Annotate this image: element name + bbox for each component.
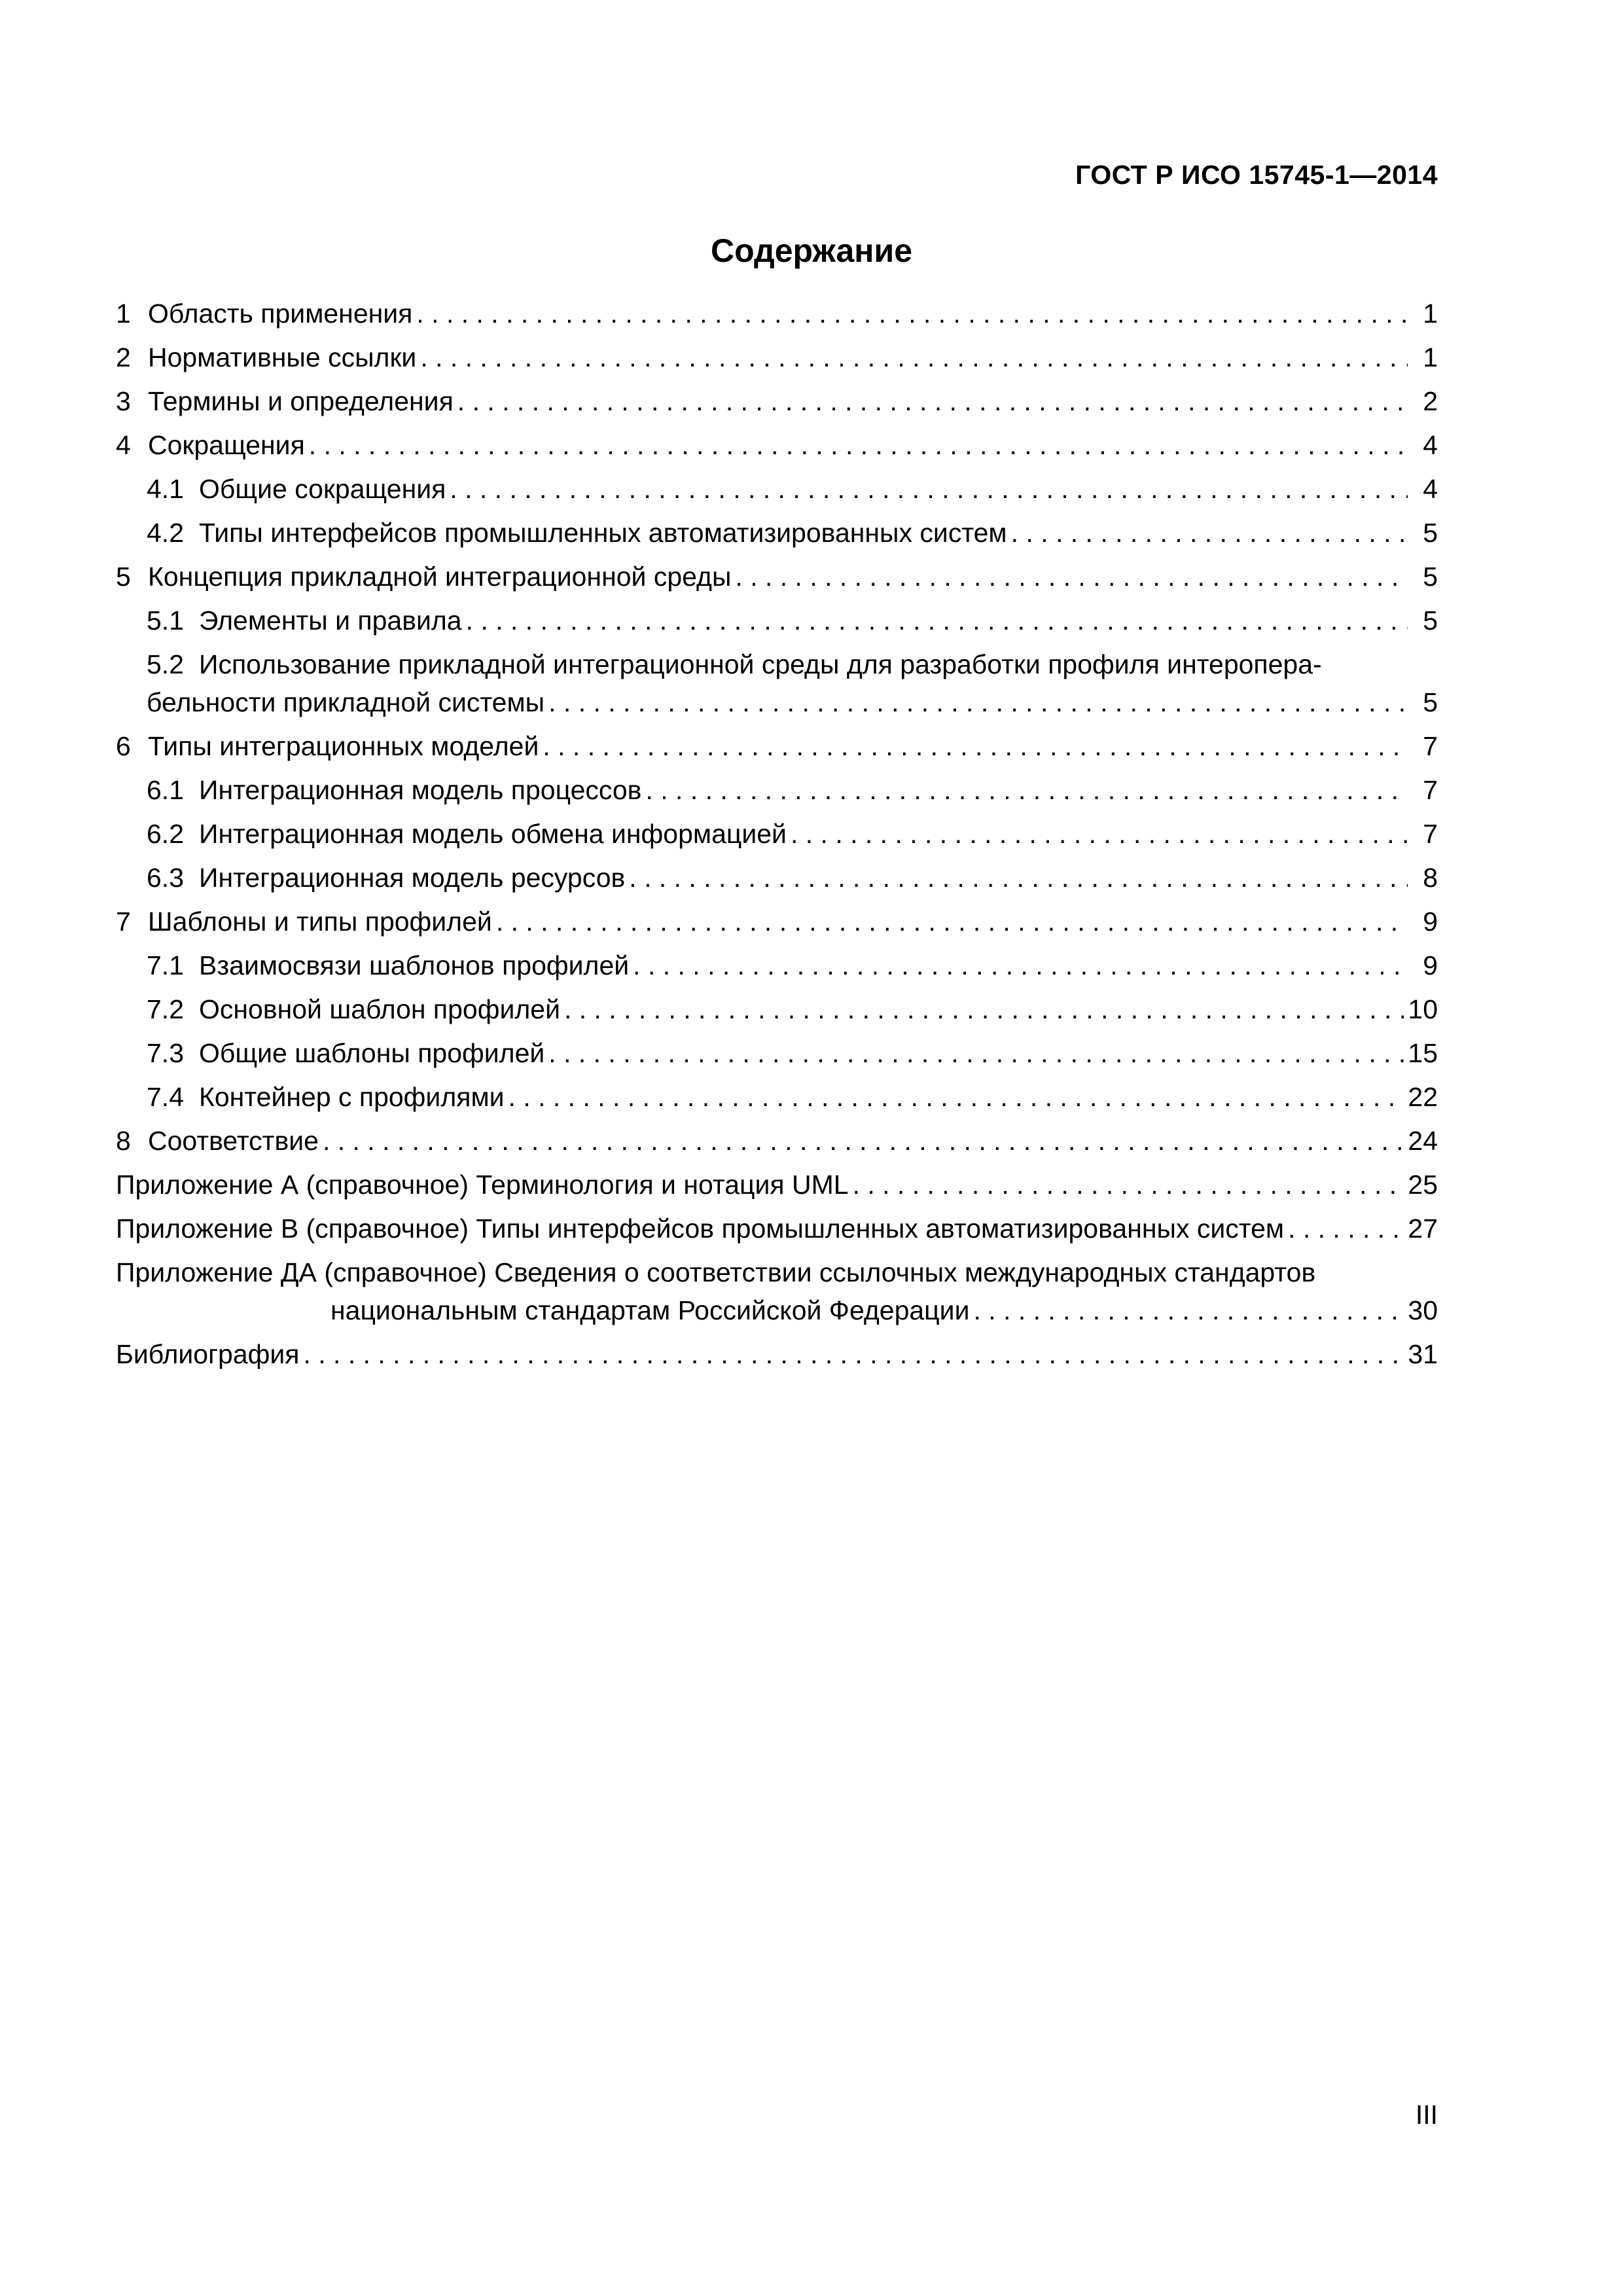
toc-entry[interactable] [116,605,1438,649]
toc-entry-page: 31 [1408,1339,1438,1369]
dot-leader [1011,518,1408,548]
toc-entry[interactable] [116,906,1438,950]
toc-entry-label: Элементы и правила [199,605,462,636]
toc-entry-number: 5.1 [147,605,184,636]
toc-entry-number: 5 [116,562,131,592]
toc-entry-page: 7 [1423,819,1438,849]
toc-entry[interactable] [116,731,1438,775]
toc-entry-label: Интеграционная модель ресурсов [199,863,626,893]
toc-entry-page: 15 [1408,1038,1438,1068]
toc-entry-page: 5 [1423,605,1438,636]
toc-entry-label: Интеграционная модель обмена информацией [199,819,787,849]
toc-entry-label: Общие шаблоны профилей [199,1038,545,1068]
toc-entry-bibliography[interactable] [116,1339,1438,1383]
toc-entry-label: Приложение ДА (справочное) Сведения о соответствии ссылочных международных стандартов [116,1257,1316,1287]
toc-entry-annex-da[interactable] [116,1257,1438,1339]
toc-entry-page: 2 [1423,386,1438,416]
toc-entry-label: Область применения [148,298,413,329]
toc-entry-page: 9 [1423,906,1438,937]
dot-leader [450,474,1408,505]
toc-entry-page: 5 [1423,687,1438,717]
toc-entry-label: Типы интеграционных моделей [148,731,539,761]
toc-entry[interactable] [116,1170,1438,1213]
toc-entry-label: Нормативные ссылки [148,342,417,372]
toc-entry-label: Интеграционная модель процессов [199,775,642,805]
toc-entry-page: 24 [1408,1126,1438,1156]
dot-leader [791,819,1408,850]
toc-entry-label: Соответствие [148,1126,319,1156]
dot-leader [466,605,1408,636]
toc-entry-number: 2 [116,342,131,372]
table-of-contents [116,298,1438,1383]
dot-leader [508,1082,1404,1113]
dot-leader [973,1295,1404,1326]
toc-entry[interactable] [116,1126,1438,1170]
toc-entry-label: Термины и определения [148,386,454,416]
toc-entry-label: Контейнер с профилями [199,1082,505,1112]
toc-entry[interactable] [116,775,1438,819]
toc-entry-number: 4 [116,430,131,460]
toc-entry[interactable] [116,1082,1438,1126]
toc-entry[interactable] [116,342,1438,386]
page-number: III [1415,2100,1438,2130]
dot-leader [496,906,1408,937]
toc-entry-label: Приложение А (справочное) Терминология и нотация UML [116,1170,849,1200]
toc-entry-page: 10 [1408,994,1438,1024]
toc-entry-page: 25 [1408,1170,1438,1200]
toc-entry[interactable] [116,950,1438,994]
toc-entry-number: 6 [116,731,131,761]
toc-entry-number: 6.1 [147,775,184,805]
toc-entry-page: 4 [1423,430,1438,460]
dot-leader [564,994,1404,1025]
dot-leader [1288,1213,1404,1244]
toc-entry-page: 27 [1408,1213,1438,1244]
toc-entry-number: 7.3 [147,1038,184,1068]
dot-leader [633,950,1408,981]
dot-leader [457,386,1408,417]
document-id: ГОСТ Р ИСО 15745-1—2014 [1075,160,1438,190]
toc-entry-number: 7.1 [147,950,184,980]
toc-entry-page: 1 [1423,298,1438,329]
dot-leader [309,430,1408,461]
dot-leader [420,342,1408,373]
dot-leader [548,687,1408,718]
toc-entry-page: 22 [1408,1082,1438,1112]
toc-entry-number: 4.2 [147,518,184,548]
toc-entry-label-continued: бельности прикладной системы [147,687,545,717]
toc-entry-page: 8 [1423,863,1438,893]
toc-entry-page: 7 [1423,775,1438,805]
toc-entry-label-continued: национальным стандартам Российской Федерации [330,1295,970,1325]
toc-entry-number: 5.2 [147,649,184,679]
toc-entry-number: 7 [116,906,131,937]
dot-leader [629,863,1408,893]
toc-entry[interactable] [116,863,1438,906]
toc-entry-page: 30 [1408,1295,1438,1325]
toc-entry-label: Общие сокращения [199,474,446,504]
toc-entry-label: Типы интерфейсов промышленных автоматизированных систем [199,518,1007,548]
toc-entry-label: Использование прикладной интеграционной среды для разработки профиля интеропера- [199,649,1322,679]
toc-entry-number: 6.2 [147,819,184,849]
dot-leader [735,562,1408,592]
dot-leader [416,298,1408,329]
toc-entry[interactable] [116,1213,1438,1257]
dot-leader [543,731,1408,762]
toc-entry-label: Шаблоны и типы профилей [148,906,492,937]
toc-entry-label: Концепция прикладной интеграционной среды [148,562,732,592]
toc-entry-label: Основной шаблон профилей [199,994,560,1024]
toc-entry-label: Библиография [116,1339,300,1369]
page-title: Содержание [710,232,913,269]
dot-leader [548,1038,1404,1069]
toc-entry[interactable] [116,1038,1438,1082]
toc-entry-page: 4 [1423,474,1438,504]
toc-entry-number: 8 [116,1126,131,1156]
toc-entry-label: Приложение В (справочное) Типы интерфейсов промышленных автоматизированных систем [116,1213,1285,1244]
dot-leader [323,1126,1404,1157]
toc-entry[interactable] [116,819,1438,863]
toc-entry-label: Взаимосвязи шаблонов профилей [199,950,630,980]
toc-entry-number: 7.4 [147,1082,184,1112]
toc-entry-number: 4.1 [147,474,184,504]
toc-entry-number: 3 [116,386,131,416]
toc-entry[interactable] [116,430,1438,474]
toc-entry[interactable] [116,386,1438,430]
toc-entry-page: 7 [1423,731,1438,761]
dot-leader [303,1339,1404,1370]
toc-entry-number: 6.3 [147,863,184,893]
toc-entry-number: 7.2 [147,994,184,1024]
toc-entry[interactable] [116,562,1438,605]
dot-leader [853,1170,1404,1200]
toc-entry-5-2[interactable] [116,649,1438,731]
toc-entry-label: Сокращения [148,430,305,460]
toc-entry-number: 1 [116,298,131,329]
toc-entry-page: 9 [1423,950,1438,980]
toc-entry[interactable] [116,298,1438,342]
toc-entry-page: 5 [1423,562,1438,592]
toc-entry-page: 5 [1423,518,1438,548]
toc-entry[interactable] [116,994,1438,1038]
dot-leader [645,775,1408,806]
toc-entry[interactable] [116,474,1438,518]
toc-entry[interactable] [116,518,1438,562]
toc-entry-page: 1 [1423,342,1438,372]
